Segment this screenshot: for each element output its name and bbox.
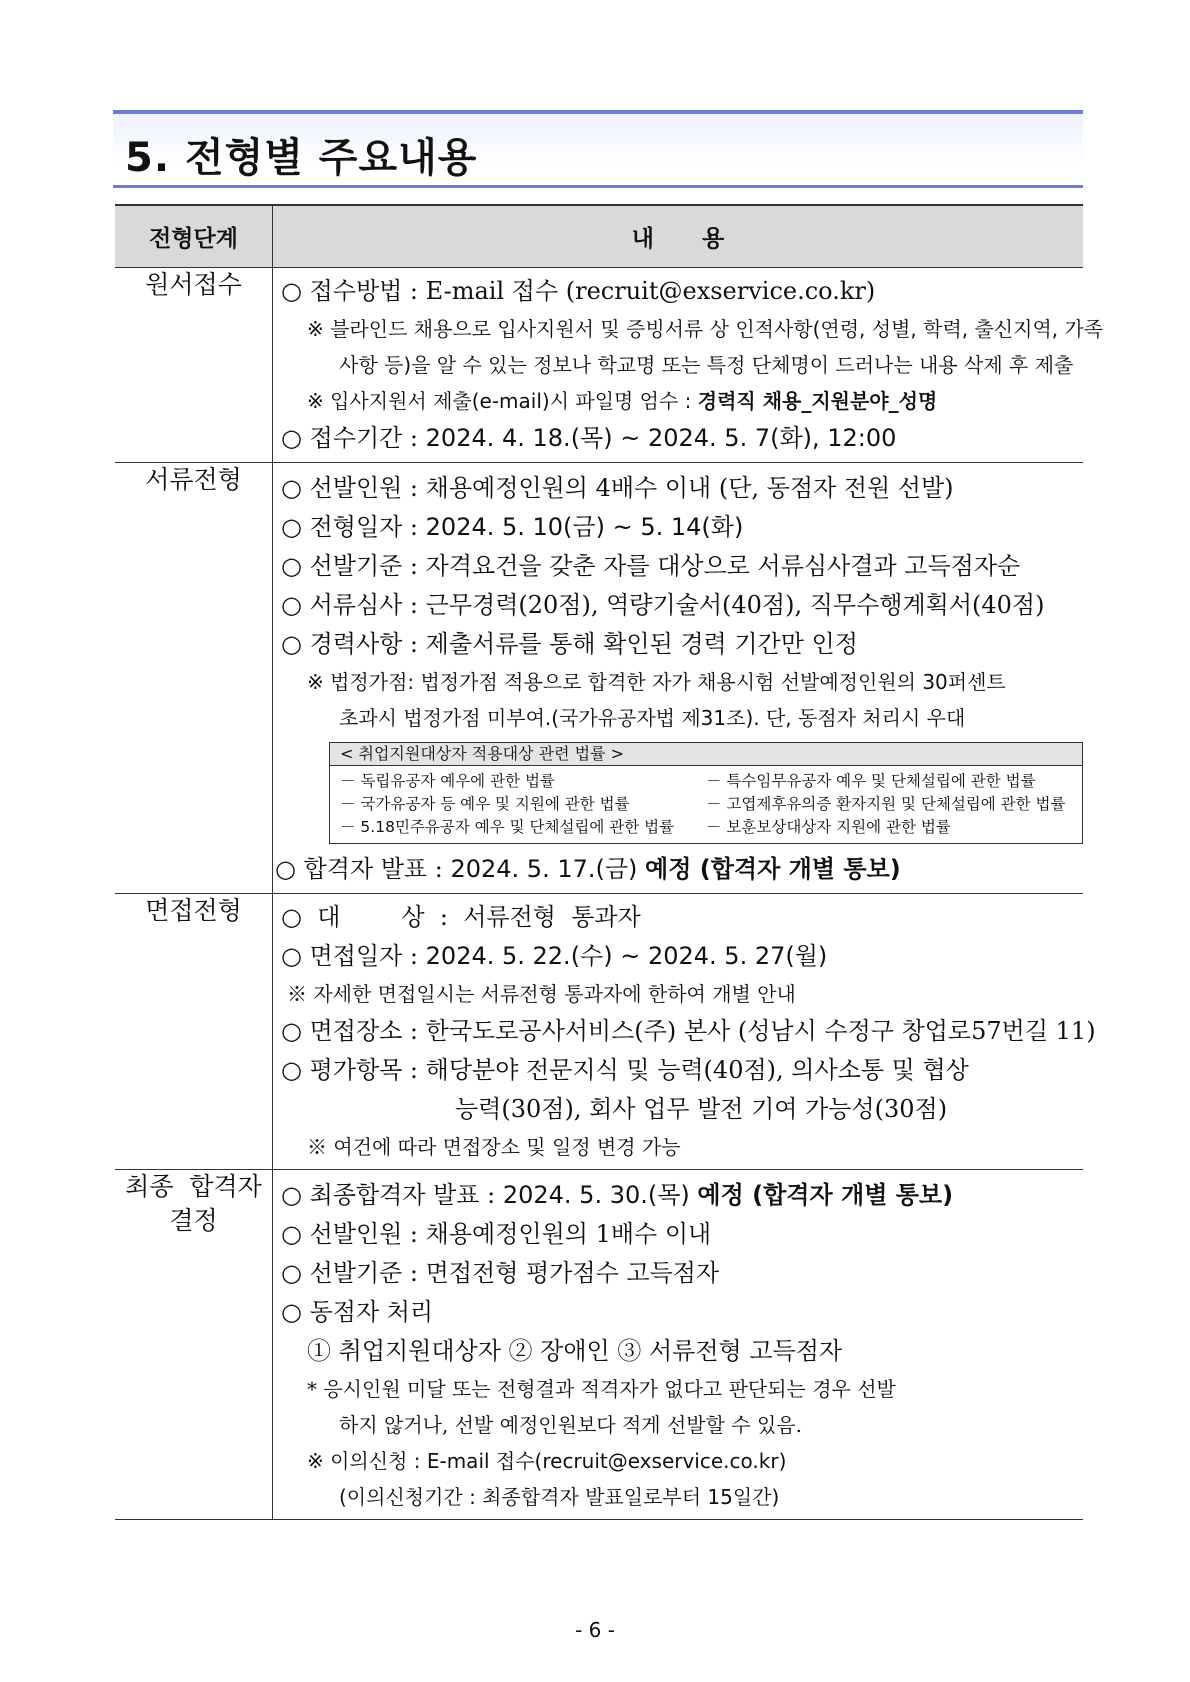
content-note: ※ 이의신청 : E-mail 접수(recruit@exservice.co.kr)	[307, 1449, 787, 1473]
content-line: ○ 동점자 처리	[281, 1298, 434, 1326]
stage-content	[273, 268, 1104, 463]
content-note: * 응시인원 미달 또는 전형결과 적격자가 없다고 판단되는 경우 선발	[307, 1377, 896, 1401]
stage-label: 서류전형	[115, 463, 273, 894]
content-note: 사항 등)을 알 수 있는 정보나 학교명 또는 특정 단체명이 드러나는 내용 삭제 후 제출	[339, 353, 1074, 377]
content-line: ○ 전형일자 : 2024. 5. 10(금) ~ 5. 14(화)	[281, 513, 744, 541]
page-number: - 6 -	[575, 1618, 615, 1642]
content-line: ○ 평가항목 : 해당분야 전문지식 및 능력(40점), 의사소통 및 협상	[281, 1056, 969, 1084]
selection-table	[115, 204, 1104, 1520]
content-line: 능력(30점), 회사 업무 발전 기여 가능성(30점)	[455, 1095, 948, 1123]
table-row	[115, 894, 1083, 1170]
section-title: 5. 전형별 주요내용	[125, 135, 478, 181]
header-stage: 전형단계	[115, 205, 273, 268]
table-row	[115, 463, 1083, 894]
section-title-box	[113, 110, 1083, 188]
stage-content	[273, 463, 1084, 894]
stage-label-line2: 결정	[169, 1206, 218, 1235]
content-note: ※ 여건에 따라 면접장소 및 일정 변경 가능	[307, 1135, 681, 1159]
content-line: ○ 접수기간 : 2024. 4. 18.(목) ~ 2024. 5. 7(화), 12:00	[281, 424, 897, 452]
content-note: ※ 입사지원서 제출(e-mail)시 파일명 엄수 : 경력직 채용_지원분야_성명	[307, 389, 938, 413]
law-box-title: < 취업지원대상자 적용대상 관련 법률 >	[330, 743, 1082, 766]
content-line: ○ 최종합격자 발표 : 2024. 5. 30.(목) 예정 (합격자 개별 통보)	[281, 1181, 954, 1209]
content-line: ○ 선발기준 : 면접전형 평가점수 고득점자	[281, 1259, 720, 1287]
content-note: ※ 블라인드 채용으로 입사지원서 및 증빙서류 상 인적사항(연령, 성별, 학력, 출신지역, 가족	[307, 317, 1104, 341]
table-row	[115, 1170, 1083, 1520]
table-row	[115, 268, 1083, 463]
stage-label	[115, 1170, 273, 1520]
content-line: ○ 접수방법 : E-mail 접수 (recruit@exservice.co.kr)	[281, 277, 876, 305]
content-line: ○ 면접장소 : 한국도로공사서비스(주) 본사 (성남시 수정구 창업로57번길 11)	[281, 1017, 1096, 1045]
law-item: － 5.18민주유공자 예우 및 단체설립에 관한 법률	[340, 818, 675, 836]
law-item: － 독립유공자 예우에 관한 법률	[340, 772, 555, 790]
announcement-line: ○ 합격자 발표 : 2024. 5. 17.(금) 예정 (합격자 개별 통보)	[275, 855, 901, 883]
content-line: ○ 선발기준 : 자격요건을 갖춘 자를 대상으로 서류심사결과 고득점자순	[281, 552, 1021, 580]
content-line: ○ 경력사항 : 제출서류를 통해 확인된 경력 기간만 인정	[281, 630, 858, 658]
law-item: － 고엽제후유의증 환자지원 및 단체설립에 관한 법률	[706, 795, 1066, 813]
stage-label: 면접전형	[115, 894, 273, 1170]
law-item: － 특수임무유공자 예우 및 단체설립에 관한 법률	[706, 772, 1036, 790]
content-note: ※ 자세한 면접일시는 서류전형 통과자에 한하여 개별 안내	[287, 982, 796, 1006]
content-note: 하지 않거나, 선발 예정인원보다 적게 선발할 수 있음.	[339, 1413, 802, 1437]
header-content: 내 용	[273, 205, 1084, 268]
stage-label: 원서접수	[115, 268, 273, 463]
content-note: 초과시 법정가점 미부여.(국가유공자법 제31조). 단, 동점자 처리시 우대	[339, 706, 966, 730]
stage-label-line1: 최종 합격자	[125, 1172, 262, 1201]
law-item: － 보훈보상대상자 지원에 관한 법률	[706, 818, 951, 836]
table-header-row	[115, 205, 1083, 268]
stage-content	[273, 1170, 1084, 1520]
content-note: ※ 법정가점: 법정가점 적용으로 합격한 자가 채용시험 선발예정인원의 30퍼센트	[307, 670, 1006, 694]
content-note: (이의신청기간 : 최종합격자 발표일로부터 15일간)	[339, 1485, 780, 1509]
content-line: ○ 선발인원 : 채용예정인원의 4배수 이내 (단, 동점자 전원 선발)	[281, 474, 954, 502]
content-line: ○ 선발인원 : 채용예정인원의 1배수 이내	[281, 1220, 712, 1248]
content-line: ○ 서류심사 : 근무경력(20점), 역량기술서(40점), 직무수행계획서(40점)	[281, 591, 1045, 619]
law-box	[329, 742, 1083, 844]
content-line: ① 취업지원대상자 ② 장애인 ③ 서류전형 고득점자	[307, 1337, 843, 1365]
content-line: ○ 대 상 : 서류전형 통과자	[281, 903, 641, 931]
law-item: － 국가유공자 등 예우 및 지원에 관한 법률	[340, 795, 630, 813]
stage-content	[273, 894, 1096, 1170]
content-line: ○ 면접일자 : 2024. 5. 22.(수) ~ 2024. 5. 27(월)	[281, 942, 828, 970]
